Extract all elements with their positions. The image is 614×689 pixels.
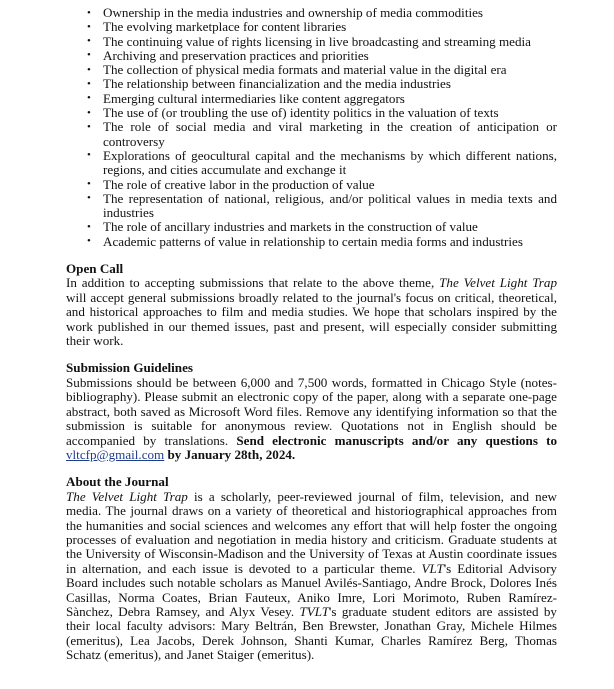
bullet-text: The relationship between financialization and the media industries xyxy=(103,76,451,92)
about-text-part3: 's graduate student editors are assisted by their local faculty advisors: Mary Beltrán, Ben Brewster, Jonathan Gray, Michele Hilmes (emeritus), Lea Jacobs, Derek Johnson, Shanti Kumar, Charles Ramírez Berg, Thomas Schatz (emeritus), and Janet Staiger (emeritus). xyxy=(66,603,557,663)
about-text-part2: 's Editorial Advisory Board includes such notable scholars as Manuel Avilés-Santiago, Andre Brock, Dolores Inés Casillas, Norma Coates, Brian Fauteux, Aniko Imre, Lori Morimoto, Ruben Ramírez-Sànchez, Debra Ramsey, and Alyx Vesey. xyxy=(66,560,557,619)
list-item xyxy=(66,220,557,234)
list-item xyxy=(66,106,557,120)
bullet-text: The use of (or troubling the use of) identity politics in the valuation of texts xyxy=(103,105,499,121)
journal-abbrev-tvlt: TVLT xyxy=(299,603,330,619)
submission-guidelines-paragraph xyxy=(66,376,557,462)
list-item xyxy=(66,92,557,106)
list-item xyxy=(66,120,557,149)
section-heading-about-the-journal: About the Journal xyxy=(66,474,169,490)
list-item xyxy=(66,178,557,192)
bullet-text: Ownership in the media industries and ownership of media commodities xyxy=(103,5,484,20)
journal-abbrev-vlt: VLT xyxy=(421,560,444,576)
open-call-text-rest: will accept general submissions broadly related to the journal's focus on critical, theoretical, and historical approaches to film and media studies. We hope that scholars inspired by the work published in our themed issues, past and present, will especially consider submitting their work. xyxy=(66,289,557,349)
guidelines-deadline: by January 28th, 2024. xyxy=(164,446,296,462)
section-about-the-journal xyxy=(66,475,557,662)
about-journal-paragraph xyxy=(66,490,557,663)
bullet-text: The evolving marketplace for content libraries xyxy=(103,19,347,35)
email-link[interactable]: vltcfp@gmail.com xyxy=(66,446,165,462)
bullet-text: Academic patterns of value in relationship to certain media forms and industries xyxy=(103,233,523,249)
bullet-text: The collection of physical media formats and material value in the digital era xyxy=(103,62,507,78)
bullet-text: The continuing value of rights licensing in live broadcasting and streaming media xyxy=(103,33,531,49)
list-item xyxy=(66,149,557,178)
journal-title-italic: The Velvet Light Trap xyxy=(66,488,188,504)
bullet-text: The role of social media and viral marketing in the creation of anticipation or controversy xyxy=(103,119,557,149)
list-item xyxy=(66,6,557,20)
bullet-text: The representation of national, religious, and/or political values in media texts and industries xyxy=(103,190,557,221)
guidelines-bold-lead: Send electronic manuscripts and/or any questions to xyxy=(236,432,558,448)
section-heading-submission-guidelines: Submission Guidelines xyxy=(66,360,193,376)
list-item xyxy=(66,192,557,221)
bullet-text: Explorations of geocultural capital and the mechanisms by which different nations, regions, and cities accumulate and exchange it xyxy=(103,147,557,178)
open-call-paragraph xyxy=(66,276,557,348)
journal-title-italic: The Velvet Light Trap xyxy=(439,275,557,291)
bullet-text: The role of creative labor in the production of value xyxy=(103,176,375,192)
list-item xyxy=(66,20,557,34)
section-heading-open-call: Open Call xyxy=(66,261,124,277)
guidelines-text: Submissions should be between 6,000 and 7,500 words, formatted in Chicago Style (notes-bibliography). Please submit an electronic copy of the paper, along with a separate one-page abstract, both saved as Microsoft Word files. Remove any identifying information so that the submission is suitable for anonymous review. Quotations not in English should be accompanied by translations. xyxy=(66,374,557,448)
list-item xyxy=(66,77,557,91)
list-item xyxy=(66,49,557,63)
list-item xyxy=(66,63,557,77)
bullet-text: The role of ancillary industries and markets in the construction of value xyxy=(103,219,478,235)
section-open-call xyxy=(66,262,557,348)
about-text-part1: is a scholarly, peer-reviewed journal of film, television, and new media. The journal draws on a variety of theoretical and historiographical approaches from the humanities and social sciences and welcomes any effort that will help foster the ongoing processes of evaluation and negotiation in media history and criticism. Graduate students at the University of Wisconsin-Madison and the University of Texas at Austin coordinate issues in alternation, and each issue is devoted to a particular theme. xyxy=(66,488,557,576)
bullet-text: Emerging cultural intermediaries like content aggregators xyxy=(103,90,405,106)
list-item xyxy=(66,235,557,249)
open-call-text-lead: In addition to accepting submissions that relate to the above theme, xyxy=(66,275,440,291)
section-submission-guidelines xyxy=(66,361,557,462)
themed-topics-list xyxy=(66,6,557,249)
list-item xyxy=(66,35,557,49)
bullet-text: Archiving and preservation practices and priorities xyxy=(103,47,369,63)
